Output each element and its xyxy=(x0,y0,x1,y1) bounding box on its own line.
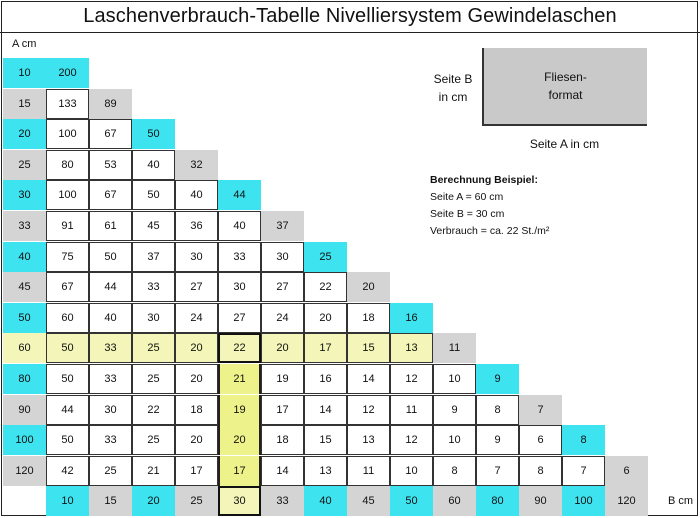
table-cell: 30 xyxy=(132,303,175,333)
table-cell: 50 xyxy=(132,180,175,210)
table-cell: 21 xyxy=(218,364,261,394)
table-cell: 25 xyxy=(132,333,175,363)
table-cell: 37 xyxy=(261,211,304,241)
table-cell: 13 xyxy=(390,333,433,363)
page-title: Laschenverbrauch-Tabelle Nivelliersystem Gewindelaschen xyxy=(0,1,700,33)
table-cell: 15 xyxy=(347,333,390,363)
b-value-cell: 45 xyxy=(347,486,390,516)
table-cell: 24 xyxy=(261,303,304,333)
a-value-cell: 90 xyxy=(3,395,46,425)
table-cell: 40 xyxy=(132,150,175,180)
table-cell: 6 xyxy=(605,456,648,486)
table-cell: 30 xyxy=(89,395,132,425)
table-cell: 22 xyxy=(304,272,347,302)
table-cell: 11 xyxy=(433,333,476,363)
table-cell: 25 xyxy=(132,425,175,455)
table-cell: 32 xyxy=(175,150,218,180)
table-cell: 42 xyxy=(46,456,89,486)
table-cell: 17 xyxy=(175,456,218,486)
a-value-cell: 100 xyxy=(3,425,46,455)
legend-side-a: Seite A in cm xyxy=(529,137,600,151)
table-cell: 19 xyxy=(218,395,261,425)
table-cell: 20 xyxy=(175,364,218,394)
table-cell: 20 xyxy=(304,303,347,333)
table-cell: 37 xyxy=(132,242,175,272)
b-axis-label: B cm xyxy=(668,495,694,507)
a-value-cell: 45 xyxy=(3,272,46,302)
table-cell: 30 xyxy=(175,242,218,272)
table-cell: 33 xyxy=(132,272,175,302)
table-cell: 8 xyxy=(433,456,476,486)
table-cell: 7 xyxy=(519,395,562,425)
a-value-cell: 10 xyxy=(3,58,46,88)
b-value-cell: 25 xyxy=(175,486,218,516)
table-cell: 7 xyxy=(476,456,519,486)
table-cell: 15 xyxy=(304,425,347,455)
table-cell: 18 xyxy=(175,395,218,425)
table-cell: 13 xyxy=(304,456,347,486)
table-cell: 11 xyxy=(347,456,390,486)
example-line-a: Seite A = 60 cm xyxy=(430,191,504,203)
table-cell: 25 xyxy=(132,364,175,394)
b-value-cell: 90 xyxy=(519,486,562,516)
a-value-cell: 20 xyxy=(3,119,46,149)
table-cell: 16 xyxy=(390,303,433,333)
table-cell: 10 xyxy=(390,456,433,486)
table-cell: 30 xyxy=(261,242,304,272)
table-cell: 200 xyxy=(46,58,89,88)
table-cell: 25 xyxy=(89,456,132,486)
table-cell: 25 xyxy=(304,242,347,272)
table-cell: 10 xyxy=(433,364,476,394)
table-cell: 33 xyxy=(89,333,132,363)
legend-tile-format-box xyxy=(482,48,647,126)
b-value-cell: 15 xyxy=(89,486,132,516)
table-cell: 60 xyxy=(46,303,89,333)
b-value-cell: 40 xyxy=(304,486,347,516)
table-cell: 67 xyxy=(46,272,89,302)
table-cell: 20 xyxy=(347,272,390,302)
table-cell: 53 xyxy=(89,150,132,180)
a-value-cell: 120 xyxy=(3,456,46,486)
table-cell: 7 xyxy=(562,456,605,486)
table-cell: 24 xyxy=(175,303,218,333)
table-cell: 75 xyxy=(46,242,89,272)
table-cell: 100 xyxy=(46,119,89,149)
a-value-cell: 25 xyxy=(3,150,46,180)
table-cell: 40 xyxy=(89,303,132,333)
table-cell: 8 xyxy=(562,425,605,455)
table-cell: 8 xyxy=(476,395,519,425)
table-cell: 12 xyxy=(390,425,433,455)
legend-side-b: Seite B in cm xyxy=(433,72,473,104)
table-cell: 17 xyxy=(261,395,304,425)
table-cell: 6 xyxy=(519,425,562,455)
table-cell: 50 xyxy=(46,364,89,394)
table-cell: 133 xyxy=(46,89,89,119)
table-cell: 14 xyxy=(261,456,304,486)
b-value-cell: 100 xyxy=(562,486,605,516)
table-cell: 9 xyxy=(476,425,519,455)
table-cell: 18 xyxy=(261,425,304,455)
table-cell: 44 xyxy=(89,272,132,302)
table-cell: 50 xyxy=(132,119,175,149)
table-cell: 27 xyxy=(261,272,304,302)
table-cell: 20 xyxy=(261,333,304,363)
table-cell: 9 xyxy=(476,364,519,394)
table-cell: 50 xyxy=(46,333,89,363)
a-axis-label: A cm xyxy=(12,38,37,50)
table-cell: 67 xyxy=(89,119,132,149)
table-cell: 8 xyxy=(519,456,562,486)
table-cell: 67 xyxy=(89,180,132,210)
b-value-cell: 33 xyxy=(261,486,304,516)
table-cell: 100 xyxy=(46,180,89,210)
table-cell: 10 xyxy=(433,425,476,455)
table-cell: 12 xyxy=(390,364,433,394)
table-cell: 14 xyxy=(347,364,390,394)
a-value-cell: 40 xyxy=(3,242,46,272)
example-heading: Berechnung Beispiel: xyxy=(430,174,538,186)
b-value-cell: 30 xyxy=(218,486,261,516)
a-value-cell: 50 xyxy=(3,303,46,333)
b-value-cell: 50 xyxy=(390,486,433,516)
a-value-cell: 80 xyxy=(3,364,46,394)
b-value-cell: 20 xyxy=(132,486,175,516)
table-cell: 44 xyxy=(218,180,261,210)
table-cell: 14 xyxy=(304,395,347,425)
table-cell: 20 xyxy=(175,333,218,363)
table-cell: 50 xyxy=(89,242,132,272)
example-line-result: Verbrauch = ca. 22 St./m² xyxy=(430,225,550,237)
a-value-cell: 60 xyxy=(3,333,46,363)
a-value-cell: 30 xyxy=(3,180,46,210)
example-line-b: Seite B = 30 cm xyxy=(430,208,505,220)
table-cell: 16 xyxy=(304,364,347,394)
table-cell: 36 xyxy=(175,211,218,241)
table-cell: 80 xyxy=(46,150,89,180)
table-cell: 50 xyxy=(46,425,89,455)
table-cell: 44 xyxy=(46,395,89,425)
table-cell: 27 xyxy=(175,272,218,302)
table-cell: 40 xyxy=(218,211,261,241)
table-cell: 22 xyxy=(132,395,175,425)
table-cell: 12 xyxy=(347,395,390,425)
table-cell: 89 xyxy=(89,89,132,119)
table-cell: 11 xyxy=(390,395,433,425)
table-cell: 91 xyxy=(46,211,89,241)
table-cell: 40 xyxy=(175,180,218,210)
table-cell: 21 xyxy=(132,456,175,486)
a-value-cell: 15 xyxy=(3,89,46,119)
table-cell: 33 xyxy=(89,425,132,455)
table-cell: 20 xyxy=(218,425,261,455)
table-cell: 17 xyxy=(304,333,347,363)
table-cell: 17 xyxy=(218,456,261,486)
table-cell: 61 xyxy=(89,211,132,241)
calculation-example xyxy=(430,172,549,240)
legend-box-label: Fliesen-format xyxy=(544,70,587,102)
table-cell: 33 xyxy=(89,364,132,394)
table-cell: 9 xyxy=(433,395,476,425)
table-cell: 45 xyxy=(132,211,175,241)
table-cell: 19 xyxy=(261,364,304,394)
b-value-cell: 80 xyxy=(476,486,519,516)
table-cell: 33 xyxy=(218,242,261,272)
table-cell: 27 xyxy=(218,303,261,333)
b-value-cell: 10 xyxy=(46,486,89,516)
a-value-cell: 33 xyxy=(3,211,46,241)
table-cell: 22 xyxy=(218,333,261,363)
table-cell: 20 xyxy=(175,425,218,455)
b-value-cell: 60 xyxy=(433,486,476,516)
b-value-cell: 120 xyxy=(605,486,648,516)
table-cell: 13 xyxy=(347,425,390,455)
table-cell: 30 xyxy=(218,272,261,302)
table-cell: 18 xyxy=(347,303,390,333)
